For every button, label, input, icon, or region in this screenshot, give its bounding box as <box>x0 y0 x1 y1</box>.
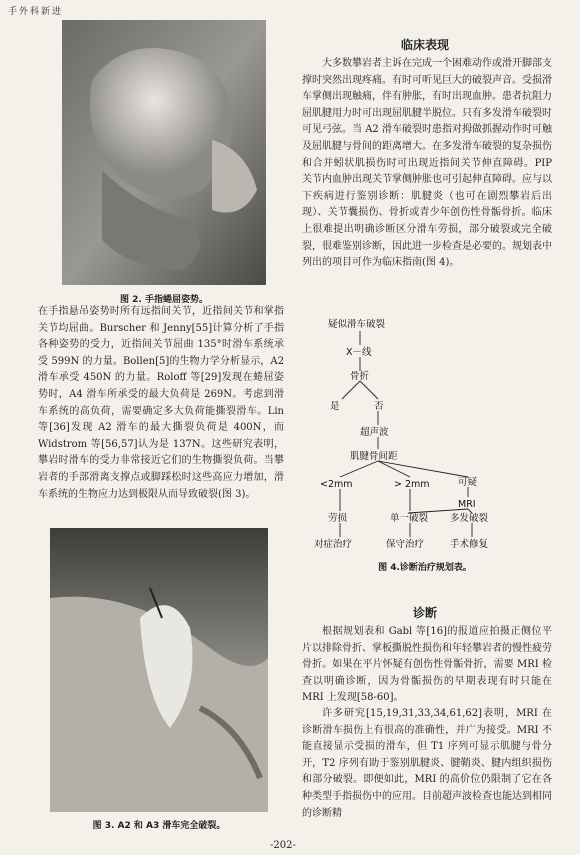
diagnosis-paragraph-2: 许多研究[15,19,31,33,34,61,62]表明，MRI 在诊断滑车损伤上有很高的准确性，并广为接受。MRI 不能直接显示受损的滑车，但 T1 序列可显示肌腱与骨分开，T2 序列有助于鉴别肌腱炎、腱鞘炎、腱内组织损伤和部分破裂。即便如此，MRI 的高价位仍限制了它在各种类型手指损伤中的应用。目前超声波检查也能达到相同的诊断精 <box>302 708 552 819</box>
flow-node-no: 否 <box>374 401 384 412</box>
flow-node-gt2mm: > 2mm <box>394 479 430 490</box>
flow-node-surgical: 手术修复 <box>450 539 489 550</box>
figure-4-caption: 图 4.诊断治疗规划表。 <box>378 563 472 573</box>
flow-node-fracture: 骨折 <box>350 371 370 382</box>
flow-node-distance: 肌腱骨间距 <box>350 451 398 462</box>
flow-node-ultrasound: 超声波 <box>360 427 389 438</box>
flow-node-suspect: 疑似滑车破裂 <box>328 319 386 330</box>
flow-node-multiple-rupture: 多发破裂 <box>450 513 489 524</box>
figure-2-photo <box>62 20 266 285</box>
flow-node-doubtful: 可疑 <box>458 477 478 488</box>
running-head: 手外科新进 <box>8 7 64 17</box>
flow-node-conservative: 保守治疗 <box>386 539 425 550</box>
figure-3-photo <box>50 528 268 812</box>
flow-node-single-rupture: 单一破裂 <box>390 513 429 524</box>
figure-3-caption: 图 3. A2 和 A3 滑车完全破裂。 <box>92 821 226 831</box>
diagnosis-section-title: 诊断 <box>412 606 437 620</box>
flow-node-mri: MRI <box>458 499 476 510</box>
clinical-section-title: 临床表现 <box>400 38 449 52</box>
flow-node-lt2mm: <2mm <box>320 479 353 490</box>
figure-4-flowchart <box>300 315 550 555</box>
diagnosis-paragraph-1: 根据规划表和 Gabl 等[16]的报道应拍摄正侧位平片以排除骨折、掌板撕脱性损伤和年轻攀岩者的慢性疲劳骨折。如果在平片怀疑有创伤性骨骺骨折，需要 MRI 检查以明确诊断，因为骨骺损伤的早期表现有时只能在 MRI 上发现[58-60]。 <box>302 626 552 704</box>
flow-node-xray: X－线 <box>346 347 372 358</box>
left-body-text: 在手指悬吊姿势时所有远指间关节，近指间关节和掌指关节均屈曲。Burscher 和 Jenny[55]计算分析了手指各种姿势的受力，近指间关节屈曲 135°时滑车系统承受 599N 的力量。Bollen[5]的生物力学分析显示，A2 滑车承受 450N 的力量。Roloff 等[29]发现在蜷屈姿势时，A4 滑车所承受的最大负荷是 269N。考虑到滑车系统的高负荷，需要确定多大负荷能撕裂滑车。Lin 等[36]发现 A2 滑车的最大撕裂负荷是 400N，而 Widstrom 等[56,57]认为是 137N。这些研究表明，攀岩时滑车的受力非常接近它们的生物撕裂负荷。当攀岩者的手部滑离支撑点或脚踩松时这些高应力增加，滑车系统的生物应力达到极限从而导致破裂(图 3)。 <box>38 306 284 500</box>
clinical-body-text: 大多数攀岩者主诉在完成一个困难动作或滑开脚部支撑时突然出现疼痛。有时可听见巨大的破裂声音。受损滑车掌侧出现触痛，伴有肿胀，有时出现血肿。患者抗阻力屈肌腱用力时可出现屈肌腱半脱位。只有多发滑车破裂时可见弓弦。当 A2 滑车破裂时患指对拇做抓握动作时可触及屈肌腱与骨间的距离增大。在多发滑车破裂的复杂损伤和合并蚓状肌损伤时可出现近指间关节伸直障碍。PIP 关节内血肿出现关节掌侧肿胀也可引起伸直障碍。应与以下疾病进行鉴别诊断：肌腱炎（也可在剧烈攀岩后出现）、关节囊损伤、骨折或青少年创伤性骨骺骨折。临床上很难提出明确诊断区分滑车劳损，部分破裂或完全破裂，很难鉴别诊断，因此进一步检查是必要的。规划表中列出的项目可作为临床指南(图 4)。 <box>302 58 552 269</box>
flow-node-yes: 是 <box>330 401 340 412</box>
flow-node-symptomatic: 对症治疗 <box>314 539 353 550</box>
flow-node-strain: 劳损 <box>328 513 348 524</box>
figure-2-caption: 图 2. 手指蜷屈姿势。 <box>120 295 208 305</box>
page-number: -202- <box>270 840 296 851</box>
